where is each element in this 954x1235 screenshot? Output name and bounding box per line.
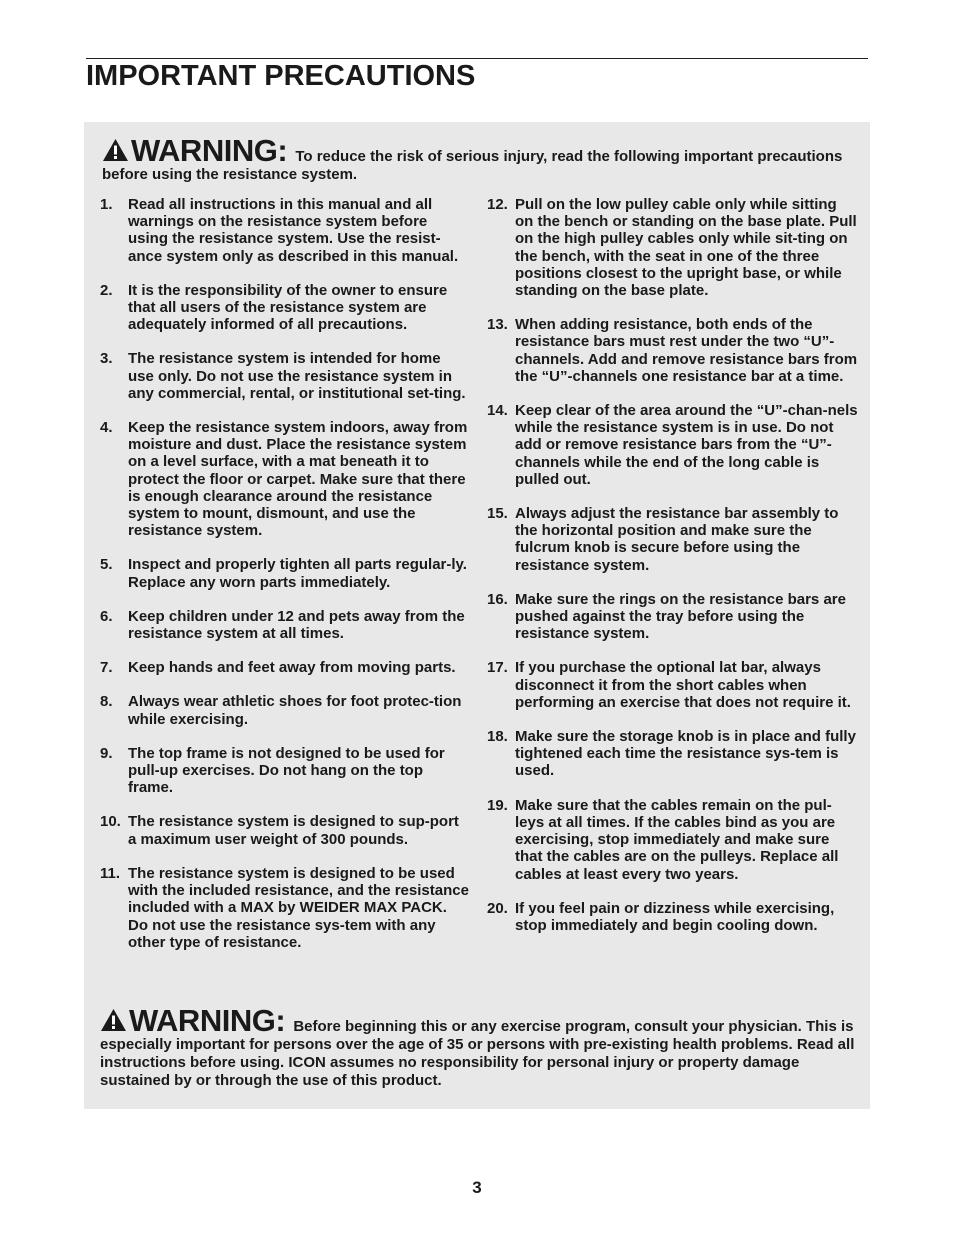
precaution-item xyxy=(487,591,859,643)
item-text: It is the responsibility of the owner to ensure that all users of the resistance system are adequately informed of all precautions. xyxy=(128,281,448,334)
item-number: 10. xyxy=(100,813,121,831)
item-number: 18. xyxy=(487,728,508,746)
precaution-item xyxy=(100,608,470,642)
precaution-item xyxy=(100,196,470,265)
item-number: 9. xyxy=(100,744,113,762)
precautions-panel xyxy=(84,122,870,1109)
item-text: Keep hands and feet away from moving parts. xyxy=(128,659,456,677)
warning-label: WARNING: xyxy=(131,133,288,168)
precaution-item xyxy=(100,865,470,951)
item-number: 2. xyxy=(100,281,113,299)
item-text: Keep children under 12 and pets away from the resistance system at all times. xyxy=(128,607,465,643)
item-number: 8. xyxy=(100,693,113,711)
item-text: Always adjust the resistance bar assembly to the horizontal position and make sure the fulcrum knob is secure before using the resistance system. xyxy=(515,505,839,574)
warning-bottom xyxy=(100,1003,862,1090)
item-text: The top frame is not designed to be used for pull-up exercises. Do not hang on the top frame. xyxy=(128,744,445,797)
item-text: The resistance system is designed to be used with the included resistance, and the resistance included with a MAX by WEIDER MAX PACK. Do not use the resistance sys-tem with any other type of resistance. xyxy=(128,864,469,951)
warning-triangle-icon xyxy=(102,138,129,162)
item-number: 3. xyxy=(100,350,113,368)
item-text: Make sure the rings on the resistance bars are pushed against the tray before using the resistance system. xyxy=(515,590,846,643)
precaution-item xyxy=(487,797,859,883)
item-text: Pull on the low pulley cable only while sitting on the bench or standing on the base plate. Pull on the high pulley cables only while sit-ting on the bench, with the seat in one of the three positions closest to the upright base, or while standing on the base plate. xyxy=(515,196,857,300)
item-text: The resistance system is intended for home use only. Do not use the resistance system in any commercial, rental, or institutional set-ting. xyxy=(128,350,466,402)
precautions-list-right xyxy=(487,196,859,951)
warning-label: WARNING: xyxy=(129,1003,286,1038)
item-text: When adding resistance, both ends of the resistance bars must rest under the two “U”-channels. Add and remove resistance bars from the “U”-channels one resistance bar at a time. xyxy=(515,316,858,385)
item-text: The resistance system is designed to sup-port a maximum user weight of 300 pounds. xyxy=(128,813,459,848)
precaution-item xyxy=(487,728,859,780)
item-text: Make sure the storage knob is in place and fully tightened each time the resistance sys-tem is used. xyxy=(515,728,856,780)
item-number: 12. xyxy=(487,196,508,213)
precaution-item xyxy=(487,505,859,574)
precaution-item xyxy=(100,813,470,847)
precaution-item xyxy=(100,659,470,676)
item-text: Keep the resistance system indoors, away from moisture and dust. Place the resistance system on a level surface, with a mat beneath it to protect the floor or carpet. Make sure that there is enough clearance around the resistance system to mount, dismount, and use the resistance system. xyxy=(128,419,468,540)
precaution-item xyxy=(487,196,859,299)
precaution-item xyxy=(487,402,859,488)
item-text: Read all instructions in this manual and all warnings on the resistance system before using the resistance system. Use the resist-ance system only as described in this manual. xyxy=(128,196,459,265)
item-number: 6. xyxy=(100,607,113,625)
precaution-item xyxy=(100,693,470,727)
item-number: 1. xyxy=(100,196,113,213)
item-text: Make sure that the cables remain on the pul-leys at all times. If the cables bind as you are exercising, stop immediately and make sure that the cables are on the pulleys. Replace all cables at least every two years. xyxy=(515,796,839,883)
item-number: 11. xyxy=(100,864,121,882)
item-text: Always wear athletic shoes for foot protec-tion while exercising. xyxy=(128,693,462,728)
item-number: 17. xyxy=(487,659,508,677)
warning-top xyxy=(102,133,862,184)
item-number: 5. xyxy=(100,556,113,574)
item-number: 16. xyxy=(487,590,508,608)
item-text: If you feel pain or dizziness while exercising, stop immediately and begin cooling down. xyxy=(515,899,835,934)
top-rule xyxy=(86,58,868,59)
precaution-item xyxy=(487,316,859,385)
item-text: Keep clear of the area around the “U”-chan-nels while the resistance system is in use. Do not add or remove resistance bars from the “U”-channels while the end of the long cable is pulled out. xyxy=(515,402,858,488)
precaution-item xyxy=(100,282,470,334)
item-number: 7. xyxy=(100,659,113,677)
item-text: Inspect and properly tighten all parts regular-ly. Replace any worn parts immediately. xyxy=(128,556,467,591)
item-number: 15. xyxy=(487,505,508,523)
item-number: 4. xyxy=(100,419,113,437)
warning-text: Before beginning this or any exercise program, consult your physician. This is especially important for persons over the age of 35 or persons with pre-existing health problems. Read all instructions before using. ICON assumes no responsibility for personal injury or property damage sustained by or through the use of this product. xyxy=(100,1018,855,1089)
warning-triangle-icon xyxy=(100,1008,127,1032)
precaution-item xyxy=(100,745,470,797)
page-title: IMPORTANT PRECAUTIONS xyxy=(86,60,476,92)
precaution-item xyxy=(100,556,470,590)
item-number: 20. xyxy=(487,899,508,917)
warning-text: To reduce the risk of serious injury, read the following important precautions before using the resistance system. xyxy=(102,148,843,183)
precaution-item xyxy=(100,350,470,402)
item-text: If you purchase the optional lat bar, always disconnect it from the short cables when performing an exercise that does not require it. xyxy=(515,659,851,711)
item-number: 13. xyxy=(487,316,508,334)
precaution-item xyxy=(100,419,470,539)
precaution-item xyxy=(487,900,859,934)
precaution-item xyxy=(487,659,859,711)
page-number: 3 xyxy=(472,1178,482,1197)
item-number: 14. xyxy=(487,402,508,420)
precautions-list-left xyxy=(100,196,470,968)
item-number: 19. xyxy=(487,796,508,814)
